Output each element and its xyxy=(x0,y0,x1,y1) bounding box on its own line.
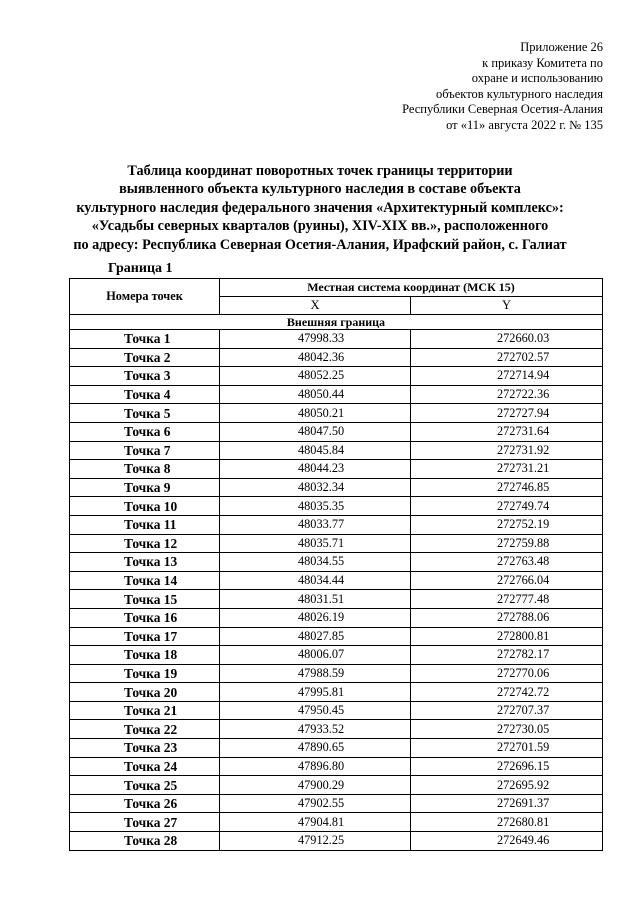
point-name: Точка 27 xyxy=(70,813,220,832)
table-row xyxy=(70,441,603,460)
y-value: 272707.37 xyxy=(411,701,603,720)
y-value: 272788.06 xyxy=(411,608,603,627)
section-label: Внешняя граница xyxy=(70,315,603,330)
point-name: Точка 7 xyxy=(70,441,220,460)
x-value: 47988.59 xyxy=(220,664,411,683)
y-value: 272759.88 xyxy=(411,534,603,553)
table-row xyxy=(70,664,603,683)
table-row xyxy=(70,813,603,832)
point-name: Точка 1 xyxy=(70,330,220,349)
x-value: 48047.50 xyxy=(220,422,411,441)
point-name: Точка 17 xyxy=(70,627,220,646)
appendix-line: к приказу Комитета по xyxy=(482,55,603,70)
y-value: 272763.48 xyxy=(411,553,603,572)
y-value: 272727.94 xyxy=(411,404,603,423)
x-value: 48006.07 xyxy=(220,646,411,665)
coordinate-system-header: Местная система координат (МСК 15) xyxy=(220,279,603,297)
table-row xyxy=(70,330,603,349)
y-value: 272770.06 xyxy=(411,664,603,683)
appendix-line: от «11» августа 2022 г. № 135 xyxy=(446,117,603,132)
point-name: Точка 15 xyxy=(70,590,220,609)
boundary-label: Граница 1 xyxy=(108,261,173,276)
y-value: 272731.64 xyxy=(411,422,603,441)
title-line: выявленного объекта культурного наследия в составе объекта xyxy=(119,181,521,198)
y-column-header: Y xyxy=(411,297,603,315)
x-value: 48026.19 xyxy=(220,608,411,627)
x-value: 47995.81 xyxy=(220,683,411,702)
point-name: Точка 20 xyxy=(70,683,220,702)
y-value: 272766.04 xyxy=(411,571,603,590)
x-value: 48032.34 xyxy=(220,478,411,497)
title-line: Таблица координат поворотных точек границы территории xyxy=(127,163,513,179)
y-value: 272782.17 xyxy=(411,646,603,665)
table-row xyxy=(70,422,603,441)
point-name: Точка 6 xyxy=(70,422,220,441)
table-row xyxy=(70,515,603,534)
table-row xyxy=(70,776,603,795)
point-name: Точка 16 xyxy=(70,608,220,627)
y-value: 272680.81 xyxy=(411,813,603,832)
table-row xyxy=(70,608,603,627)
table-row xyxy=(70,701,603,720)
table-row xyxy=(70,553,603,572)
table-row xyxy=(70,627,603,646)
y-value: 272752.19 xyxy=(411,515,603,534)
x-value: 48044.23 xyxy=(220,460,411,479)
y-value: 272701.59 xyxy=(411,739,603,758)
x-column-header: X xyxy=(220,297,411,315)
y-value: 272742.72 xyxy=(411,683,603,702)
point-name: Точка 18 xyxy=(70,646,220,665)
table-row xyxy=(70,739,603,758)
table-row xyxy=(70,404,603,423)
x-value: 47950.45 xyxy=(220,701,411,720)
x-value: 48035.71 xyxy=(220,534,411,553)
table-row xyxy=(70,534,603,553)
x-value: 48031.51 xyxy=(220,590,411,609)
y-value: 272702.57 xyxy=(411,348,603,367)
point-name: Точка 14 xyxy=(70,571,220,590)
x-value: 47900.29 xyxy=(220,776,411,795)
appendix-line: объектов культурного наследия xyxy=(436,86,603,101)
y-value: 272749.74 xyxy=(411,497,603,516)
y-value: 272731.21 xyxy=(411,460,603,479)
table-row xyxy=(70,571,603,590)
y-value: 272695.92 xyxy=(411,776,603,795)
point-name: Точка 28 xyxy=(70,832,220,851)
point-name: Точка 5 xyxy=(70,404,220,423)
appendix-line: охране и использованию xyxy=(471,71,603,85)
y-value: 272696.15 xyxy=(411,757,603,776)
point-name: Точка 3 xyxy=(70,367,220,386)
x-value: 48033.77 xyxy=(220,515,411,534)
point-name: Точка 22 xyxy=(70,720,220,739)
x-value: 47902.55 xyxy=(220,794,411,813)
x-value: 48035.35 xyxy=(220,497,411,516)
title-line: по адресу: Республика Северная Осетия-Алания, Ирафский район, с. Галиат xyxy=(73,236,567,253)
table-row xyxy=(70,832,603,851)
table-row xyxy=(70,385,603,404)
table-row xyxy=(70,348,603,367)
table-row xyxy=(70,590,603,609)
point-name: Точка 2 xyxy=(70,348,220,367)
x-value: 48045.84 xyxy=(220,441,411,460)
x-value: 48050.44 xyxy=(220,385,411,404)
y-value: 272660.03 xyxy=(411,330,603,349)
appendix-line: Приложение 26 xyxy=(520,40,603,54)
table-row xyxy=(70,460,603,479)
point-name: Точка 24 xyxy=(70,757,220,776)
y-value: 272691.37 xyxy=(411,794,603,813)
title-line: культурного наследия федерального значения «Архитектурный комплекс»: xyxy=(76,199,564,216)
y-value: 272746.85 xyxy=(411,478,603,497)
x-value: 47933.52 xyxy=(220,720,411,739)
y-value: 272730.05 xyxy=(411,720,603,739)
point-name: Точка 4 xyxy=(70,385,220,404)
point-name: Точка 12 xyxy=(70,534,220,553)
x-value: 47904.81 xyxy=(220,813,411,832)
point-name: Точка 11 xyxy=(70,515,220,534)
x-value: 48042.36 xyxy=(220,348,411,367)
point-name: Точка 25 xyxy=(70,776,220,795)
table-row xyxy=(70,478,603,497)
x-value: 48034.55 xyxy=(220,553,411,572)
y-value: 272731.92 xyxy=(411,441,603,460)
x-value: 48050.21 xyxy=(220,404,411,423)
appendix-header xyxy=(303,40,603,133)
appendix-line: Республики Северная Осетия-Алания xyxy=(402,102,603,116)
x-value: 47912.25 xyxy=(220,832,411,851)
point-name: Точка 8 xyxy=(70,460,220,479)
x-value: 48027.85 xyxy=(220,627,411,646)
point-name: Точка 10 xyxy=(70,497,220,516)
x-value: 47896.80 xyxy=(220,757,411,776)
table-row xyxy=(70,646,603,665)
title-line: «Усадьбы северных кварталов (руины), XIV-XIX вв.», расположенного xyxy=(91,218,549,235)
y-value: 272800.81 xyxy=(411,627,603,646)
point-name: Точка 26 xyxy=(70,794,220,813)
point-name: Точка 9 xyxy=(70,478,220,497)
y-value: 272649.46 xyxy=(411,832,603,851)
table-row xyxy=(70,683,603,702)
y-value: 272777.48 xyxy=(411,590,603,609)
table-row xyxy=(70,367,603,386)
point-name: Точка 13 xyxy=(70,553,220,572)
table-row xyxy=(70,497,603,516)
table-row xyxy=(70,757,603,776)
table-row xyxy=(70,720,603,739)
x-value: 47998.33 xyxy=(220,330,411,349)
coordinates-table xyxy=(69,278,603,851)
x-value: 48034.44 xyxy=(220,571,411,590)
point-name: Точка 19 xyxy=(70,664,220,683)
point-name: Точка 21 xyxy=(70,701,220,720)
table-row xyxy=(70,794,603,813)
point-name: Точка 23 xyxy=(70,739,220,758)
y-value: 272722.36 xyxy=(411,385,603,404)
x-value: 47890.65 xyxy=(220,739,411,758)
document-title xyxy=(40,162,600,254)
y-value: 272714.94 xyxy=(411,367,603,386)
x-value: 48052.25 xyxy=(220,367,411,386)
points-column-header: Номера точек xyxy=(70,279,220,315)
